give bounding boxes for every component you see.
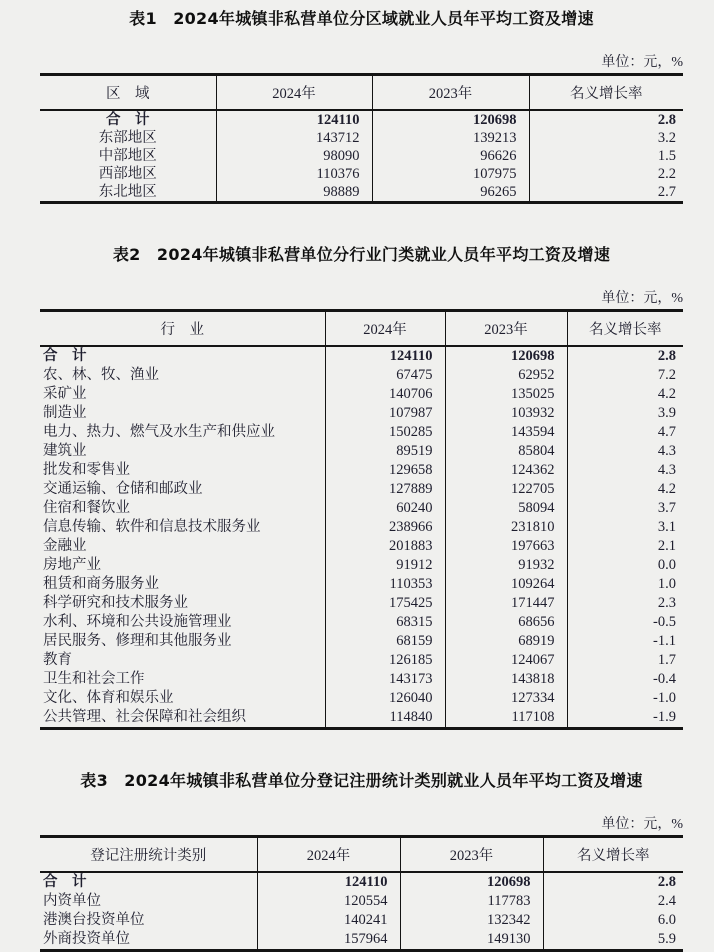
table-row [40,183,683,203]
growth-rate: 2.8 [567,346,683,366]
row-label: 文化、体育和娱乐业 [43,690,174,706]
table2-body [40,346,683,729]
growth-rate: 3.9 [567,404,683,423]
header-row [40,75,683,111]
value-2024: 124110 [216,110,372,129]
row-label: 批发和零售业 [43,462,130,478]
value-2024: 124110 [325,346,445,366]
row-label: 公共管理、社会保障和社会组织 [43,709,246,725]
growth-rate: -1.9 [567,708,683,729]
column-header-growth: 名义增长率 [543,837,683,873]
row-label: 教育 [43,652,72,668]
value-2024: 114840 [325,708,445,729]
row-label: 中部地区 [98,148,157,164]
value-2024: 67475 [325,366,445,385]
table1-header [40,75,683,111]
row-label: 住宿和餐饮业 [43,500,130,516]
growth-rate: 0.0 [567,556,683,575]
table2-header [40,311,683,347]
value-2024: 110353 [325,575,445,594]
value-2023: 124362 [445,461,567,480]
row-label: 居民服务、修理和其他服务业 [43,633,232,649]
growth-rate: -1.0 [567,689,683,708]
growth-rate: 4.2 [567,480,683,499]
growth-rate: 2.8 [543,872,683,892]
column-header-growth: 名义增长率 [567,311,683,347]
value-2024: 98889 [216,183,372,203]
table-row [40,930,683,951]
value-2023: 120698 [445,346,567,366]
value-2024: 126185 [325,651,445,670]
value-2023: 139213 [372,129,529,147]
value-2024: 143712 [216,129,372,147]
row-label: 农、林、牧、渔业 [43,367,159,383]
table-row [40,385,683,404]
value-2023: 122705 [445,480,567,499]
growth-rate: 2.1 [567,537,683,556]
value-2023: 124067 [445,651,567,670]
table2-section [40,244,683,730]
growth-rate: 4.3 [567,442,683,461]
row-label: 港澳台投资单位 [43,912,145,928]
table-row [40,892,683,911]
row-label: 合 计 [43,348,87,364]
value-2023: 107975 [372,165,529,183]
growth-rate: 5.9 [543,930,683,951]
value-2023: 197663 [445,537,567,556]
table-row [40,689,683,708]
table-row [40,556,683,575]
column-header-2024: 2024年 [216,75,372,111]
table3-body [40,872,683,951]
value-2023: 143594 [445,423,567,442]
value-2023: 120698 [400,872,543,892]
header-row [40,311,683,347]
row-label: 东部地区 [98,130,157,146]
growth-rate: 3.1 [567,518,683,537]
header-row [40,837,683,873]
row-label: 制造业 [43,405,87,421]
growth-rate: 2.8 [529,110,683,129]
value-2024: 238966 [325,518,445,537]
table3-section [40,770,683,952]
column-header-2023: 2023年 [445,311,567,347]
table-row [40,404,683,423]
value-2023: 117108 [445,708,567,729]
value-2023: 132342 [400,911,543,930]
table-row [40,165,683,183]
value-2024: 124110 [257,872,400,892]
row-label: 内资单位 [43,893,101,909]
value-2024: 91912 [325,556,445,575]
value-2024: 120554 [257,892,400,911]
table-row [40,632,683,651]
row-label: 外商投资单位 [43,931,130,947]
table-row [40,480,683,499]
value-2024: 68159 [325,632,445,651]
table3-unit-note: 单位：元，% [601,817,683,832]
row-label: 西部地区 [98,166,157,182]
value-2023: 149130 [400,930,543,951]
value-2023: 96265 [372,183,529,203]
table3-header [40,837,683,873]
total-row [40,110,683,129]
value-2024: 150285 [325,423,445,442]
growth-rate: 7.2 [567,366,683,385]
table-row [40,670,683,689]
table1-body [40,110,683,203]
value-2024: 68315 [325,613,445,632]
table-row [40,594,683,613]
growth-rate: 2.2 [529,165,683,183]
table-row [40,366,683,385]
table1-unit-note: 单位：元，% [601,55,683,70]
growth-rate: 1.0 [567,575,683,594]
table-row [40,575,683,594]
table-row [40,708,683,729]
row-label: 建筑业 [43,443,87,459]
growth-rate: 3.2 [529,129,683,147]
value-2024: 140706 [325,385,445,404]
value-2024: 110376 [216,165,372,183]
total-row [40,346,683,366]
row-label: 东北地区 [98,184,157,200]
column-header-2024: 2024年 [257,837,400,873]
table-row [40,537,683,556]
table-row [40,129,683,147]
row-label: 采矿业 [43,386,87,402]
value-2024: 175425 [325,594,445,613]
table-row [40,651,683,670]
total-row [40,872,683,892]
value-2023: 62952 [445,366,567,385]
column-header-region: 区 域 [40,75,216,111]
table-row [40,442,683,461]
row-label: 合 计 [106,112,150,128]
value-2023: 171447 [445,594,567,613]
row-label: 卫生和社会工作 [43,671,145,687]
growth-rate: -0.5 [567,613,683,632]
value-2023: 103932 [445,404,567,423]
row-label: 水利、环境和公共设施管理业 [43,614,232,630]
value-2023: 58094 [445,499,567,518]
growth-rate: 1.7 [567,651,683,670]
table-row [40,518,683,537]
table3-by-registration-type [40,835,683,952]
value-2024: 157964 [257,930,400,951]
value-2023: 96626 [372,147,529,165]
value-2023: 120698 [372,110,529,129]
table1-title: 表1 2024年城镇非私营单位分区域就业人员年平均工资及增速 [129,9,594,28]
row-label: 金融业 [43,538,87,554]
value-2023: 91932 [445,556,567,575]
value-2023: 85804 [445,442,567,461]
growth-rate: 2.4 [543,892,683,911]
growth-rate: -1.1 [567,632,683,651]
table-row [40,613,683,632]
table-row [40,461,683,480]
value-2023: 68656 [445,613,567,632]
column-header-registration-type: 登记注册统计类别 [40,837,257,873]
table3-title: 表3 2024年城镇非私营单位分登记注册统计类别就业人员年平均工资及增速 [80,771,643,790]
value-2023: 127334 [445,689,567,708]
value-2023: 231810 [445,518,567,537]
value-2023: 68919 [445,632,567,651]
row-label: 电力、热力、燃气及水生产和供应业 [43,424,275,440]
value-2024: 60240 [325,499,445,518]
growth-rate: -0.4 [567,670,683,689]
value-2023: 117783 [400,892,543,911]
table2-by-industry [40,309,683,730]
value-2024: 107987 [325,404,445,423]
value-2024: 140241 [257,911,400,930]
row-label: 合 计 [43,874,87,890]
value-2024: 129658 [325,461,445,480]
growth-rate: 2.7 [529,183,683,203]
table1-section [40,8,683,204]
value-2024: 201883 [325,537,445,556]
growth-rate: 4.2 [567,385,683,404]
table-row [40,423,683,442]
table-row [40,911,683,930]
row-label: 交通运输、仓储和邮政业 [43,481,203,497]
column-header-2023: 2023年 [400,837,543,873]
value-2024: 143173 [325,670,445,689]
value-2024: 127889 [325,480,445,499]
growth-rate: 1.5 [529,147,683,165]
column-header-2024: 2024年 [325,311,445,347]
table2-unit-note: 单位：元，% [601,291,683,306]
value-2024: 126040 [325,689,445,708]
table-row [40,147,683,165]
value-2024: 98090 [216,147,372,165]
value-2024: 89519 [325,442,445,461]
row-label: 信息传输、软件和信息技术服务业 [43,519,261,535]
growth-rate: 2.3 [567,594,683,613]
row-label: 科学研究和技术服务业 [43,595,188,611]
table2-title: 表2 2024年城镇非私营单位分行业门类就业人员年平均工资及增速 [112,245,611,264]
growth-rate: 4.7 [567,423,683,442]
table1-by-region [40,73,683,204]
column-header-2023: 2023年 [372,75,529,111]
value-2023: 143818 [445,670,567,689]
row-label: 房地产业 [43,557,101,573]
row-label: 租赁和商务服务业 [43,576,159,592]
column-header-growth: 名义增长率 [529,75,683,111]
column-header-industry: 行 业 [40,311,325,347]
growth-rate: 4.3 [567,461,683,480]
growth-rate: 6.0 [543,911,683,930]
growth-rate: 3.7 [567,499,683,518]
table-row [40,499,683,518]
value-2023: 109264 [445,575,567,594]
value-2023: 135025 [445,385,567,404]
